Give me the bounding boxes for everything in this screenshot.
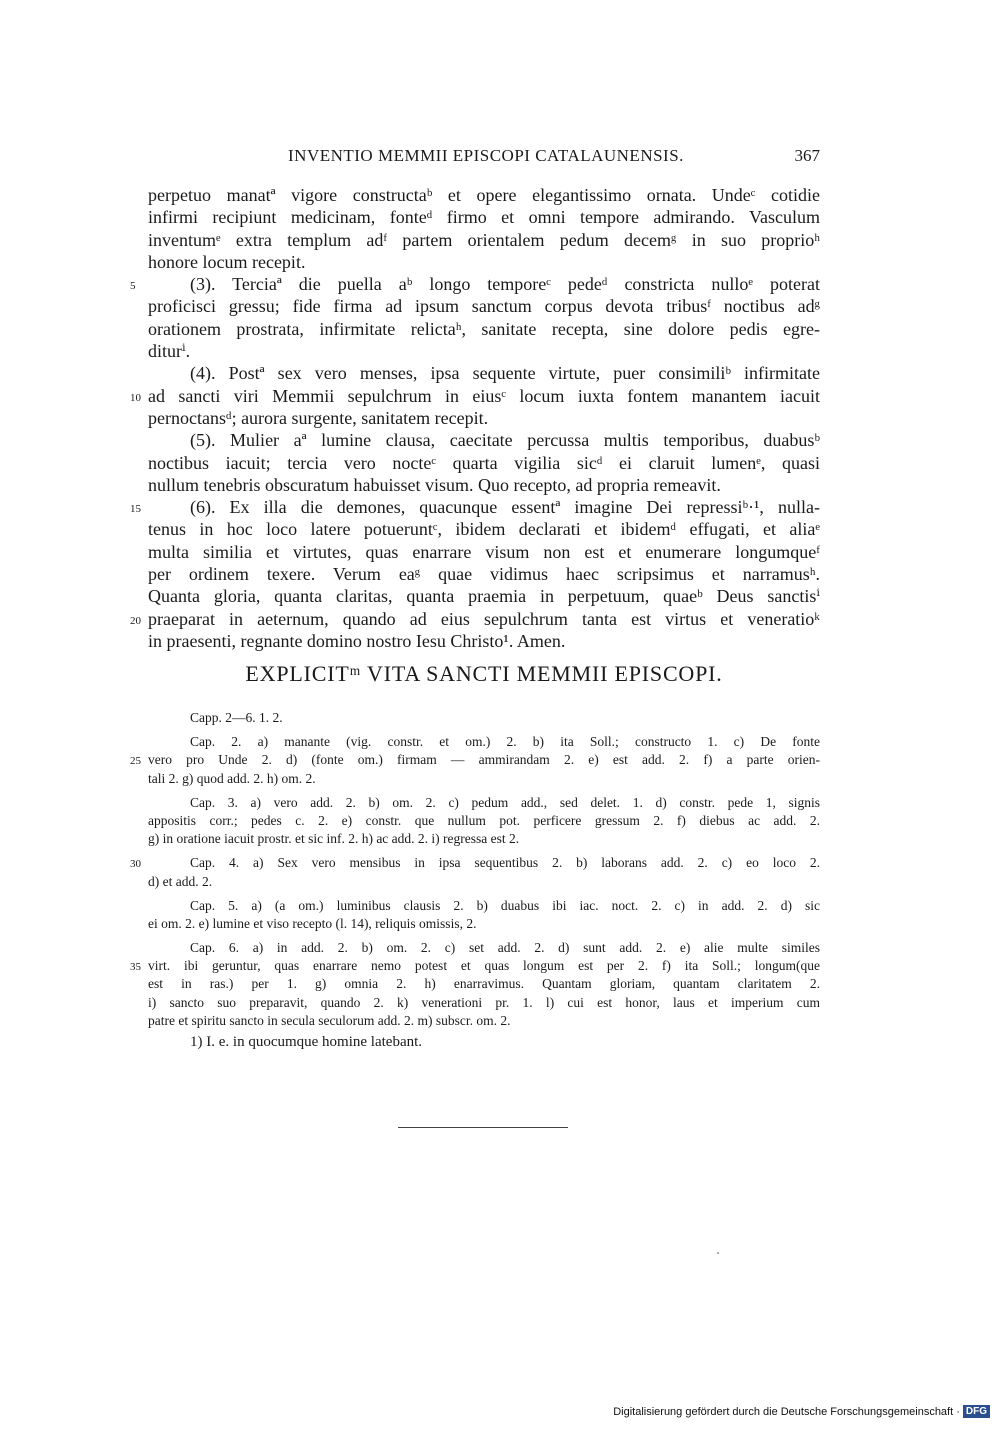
apparatus-line [148,1012,820,1030]
apparatus-text: Capp. 2—6. 1. 2. [190,710,283,725]
text-line [148,251,820,273]
line-text: honore locum recepit. [148,251,306,272]
apparatus-text: Cap. 4. a) Sex vero mensibus in ipsa sequentibus 2. b) laborans add. 2. c) eo loco 2. [190,855,820,871]
running-header [148,146,820,172]
text-line [148,474,820,496]
line-number: 10 [130,391,141,404]
apparatus-line [148,915,820,933]
line-text: pernoctansᵈ; aurora surgente, sanitatem recepit. [148,407,489,428]
apparatus-text: ei om. 2. e) lumine et viso recepto (l. 14), reliquis omissis, 2. [148,915,477,931]
line-text: praeparat in aeternum, quando ad eius sepulchrum tanta est virtus et veneratioᵏ [148,608,820,629]
apparatus-text: vero pro Unde 2. d) (fonte om.) firmam — ammirandam 2. e) est add. 2. f) a parte orien- [148,752,820,768]
line-text: in praesenti, regnante domino nostro Iesu Christo¹. Amen. [148,630,566,651]
apparatus-text: tali 2. g) quod add. 2. h) om. 2. [148,770,316,786]
text-line [148,184,820,206]
apparatus-line [130,854,820,872]
scan-speck [717,1252,719,1254]
dfg-logo: DFG [963,1405,990,1418]
apparatus-text: i) sancto suo preparavit, quando 2. k) venerationi pr. 1. l) cui est honor, laus et imperium cum [148,994,820,1010]
apparatus-text: patre et spiritu sancto in secula seculorum add. 2. m) subscr. om. 2. [148,1012,511,1028]
text-line [148,452,820,474]
line-number: 25 [130,755,141,768]
digitization-credit [613,1405,990,1418]
text-line [148,563,820,585]
line-text: diturⁱ. [148,341,191,362]
apparatus-line [148,897,820,915]
critical-apparatus [130,709,820,1030]
line-text: proficisci gressu; fide firma ad ipsum sanctum corpus devota tribusᶠ noctibus adᵍ [148,296,820,317]
line-text: (3). Terciaª die puella aᵇ longo temporeᶜ pedeᵈ constricta nulloᵉ poterat [190,274,820,295]
text-line [130,608,820,630]
line-number: 30 [130,858,141,871]
text-line [148,585,820,607]
apparatus-line [148,794,820,812]
text-line [130,385,820,407]
line-text: (4). Postª sex vero menses, ipsa sequente virtute, puer consimiliᵇ infirmitate [190,363,820,384]
apparatus-text: Cap. 3. a) vero add. 2. b) om. 2. c) pedum add., sed delet. 1. d) constr. pede 1, signis [190,794,820,810]
apparatus-line [130,751,820,769]
apparatus-line [130,957,820,975]
line-text: multa similia et virtutes, quas enarrare visum non est et enumerare longumqueᶠ [148,541,820,562]
apparatus-line [148,939,820,957]
apparatus-text: Cap. 6. a) in add. 2. b) om. 2. c) set add. 2. d) sunt add. 2. e) alie multe similes [190,940,820,956]
text-line [148,630,820,652]
footnote: 1) I. e. in quocumque homine latebant. [190,1034,423,1050]
apparatus-line [148,709,820,727]
text-line [148,518,820,540]
apparatus-text: virt. ibi geruntur, quas enarrare nemo potest et quas longum est per 2. f) ita Soll.; longum(que [148,958,820,974]
apparatus-line [148,733,820,751]
apparatus-text: Cap. 2. a) manante (vig. constr. et om.) 2. b) ita Soll.; constructo 1. c) De fonte [190,734,820,750]
line-text: perpetuo manatª vigore constructaᵇ et opere elegantissimo ornata. Undeᶜ cotidie [148,185,820,205]
apparatus-line [148,994,820,1012]
text-line [130,273,820,295]
apparatus-text: Cap. 5. a) (a om.) luminibus clausis 2. b) duabus ibi iac. noct. 2. c) in add. 2. d) sic [190,897,820,913]
apparatus-text: appositis corr.; pedes c. 2. e) constr. que nullum pot. perficere gressum 2. f) diebus ac add. 2. [148,812,820,828]
text-line [130,496,820,518]
line-text: noctibus iacuit; tercia vero nocteᶜ quarta vigilia sicᵈ ei claruit lumenᵉ, quasi [148,452,820,473]
apparatus-line [148,975,820,993]
explicit-heading: EXPLICITᵐ VITA SANCTI MEMMII EPISCOPI. [245,661,723,686]
section-divider [398,1127,568,1128]
apparatus-text: est in ras.) per 1. g) omnia 2. h) enarravimus. Quantam gloriam, quantam claritatem 2. [148,976,820,992]
text-line [148,206,820,228]
line-text: orationem prostrata, infirmitate relictaʰ, sanitate recepta, sine dolore pedis egre- [148,318,820,339]
line-number: 20 [130,614,141,627]
text-line [148,295,820,317]
line-text: (6). Ex illa die demones, quacunque essentª imagine Dei repressiᵇ·¹, nulla- [190,497,820,518]
apparatus-line [148,830,820,848]
running-title: INVENTIO MEMMII EPISCOPI CATALAUNENSIS. [288,146,684,165]
line-text: per ordinem texere. Verum eaᵍ quae vidimus haec scripsimus et narramusʰ. [148,564,820,585]
text-line [148,541,820,563]
line-text: infirmi recipiunt medicinam, fonteᵈ firmo et omni tempore admirando. Vasculum [148,207,820,228]
line-text: tenus in hoc loco latere potueruntᶜ, ibidem declarati et ibidemᵈ effugati, et aliaᵉ [148,519,820,540]
text-line [148,229,820,251]
text-line [148,362,820,384]
line-number: 35 [130,961,141,974]
text-line [148,407,820,429]
line-text: Quanta gloria, quanta claritas, quanta praemia in perpetuum, quaeᵇ Deus sanctisⁱ [148,586,820,607]
line-number: 5 [130,280,136,293]
apparatus-line [148,873,820,891]
apparatus-text: g) in oratione iacuit prostr. et sic inf. 2. h) ac add. 2. i) regressa est 2. [148,831,520,847]
credit-text: Digitalisierung gefördert durch die Deutsche Forschungsgemeinschaft · [613,1405,960,1418]
apparatus-line [148,770,820,788]
text-line [148,318,820,340]
apparatus-text: d) et add. 2. [148,873,213,889]
line-text: ad sancti viri Memmii sepulchrum in eiusᶜ locum iuxta fontem manantem iacuit [148,385,820,406]
text-line [148,429,820,451]
line-text: nullum tenebris obscuratum habuisset visum. Quo recepto, ad propria remeavit. [148,474,721,495]
main-text [130,184,820,652]
line-number: 15 [130,503,141,516]
page-number: 367 [794,146,820,165]
apparatus-line [148,812,820,830]
text-line [148,340,820,362]
line-text: inventumᵉ extra templum adᶠ partem orientalem pedum decemᵍ in suo proprioʰ [148,229,820,250]
line-text: (5). Mulier aª lumine clausa, caecitate percussa multis temporibus, duabusᵇ [190,430,820,451]
